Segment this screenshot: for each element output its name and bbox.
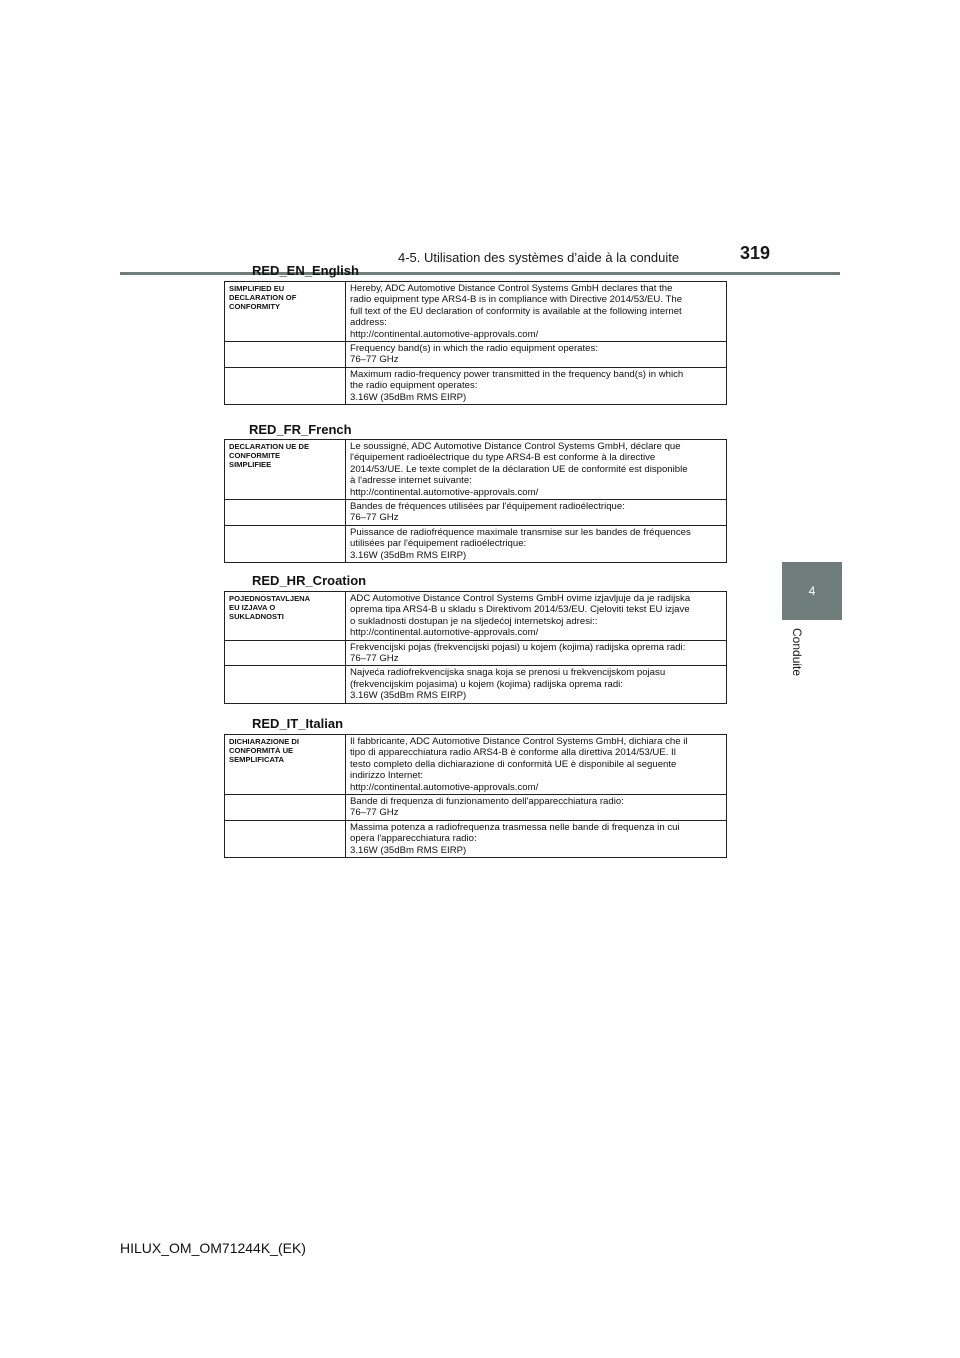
max-power-text: Najveća radiofrekvencijska snaga koja se prenosi u frekvencijskom pojasu (frekvencijskim pojasima) u kojem (kojima) radijska oprema radi: 3.16W (35dBm RMS EIRP) bbox=[346, 666, 727, 703]
declaration-label: POJEDNOSTAVLJENA EU IZJAVA O SUKLADNOSTI bbox=[225, 592, 346, 641]
chapter-label: Conduite bbox=[790, 628, 804, 677]
chapter-tab[interactable] bbox=[782, 562, 842, 620]
declaration-text: Le soussigné, ADC Automotive Distance Control Systems GmbH, déclare que l'équipement radioélectrique du type ARS4-B est conforme à la directive 2014/53/UE. Le texte complet de la déclaration UE de conformité est disponible à l'adresse internet suivante: http://continental.automotive-approvals.com/ bbox=[346, 440, 727, 500]
declaration-text: Il fabbricante, ADC Automotive Distance Control Systems GmbH, dichiara che il tipo di apparecchiatura radio ARS4-B è conforme alla direttiva 2014/53/UE. Il testo completo della dichiarazione di conformità UE è disponibile al seguente indirizzo Internet: http://continental.automotive-approvals.com/ bbox=[346, 735, 727, 795]
page-number: 319 bbox=[740, 243, 771, 263]
table-row bbox=[225, 820, 727, 857]
declaration-label: DICHIARAZIONE DI CONFORMITÀ UE SEMPLIFICATA bbox=[225, 735, 346, 795]
declaration-text: ADC Automotive Distance Control Systems GmbH ovime izjavljuje da je radijska oprema tipa ARS4-B u skladu s Direktivom 2014/53/EU. Cjeloviti tekst EU izjave o sukladnosti dostupan je na sljedećoj internetskoj adresi:: http://continental.automotive-approvals.com/ bbox=[346, 592, 727, 641]
max-power-text: Maximum radio-frequency power transmitted in the frequency band(s) in which the radio equipment operates: 3.16W (35dBm RMS EIRP) bbox=[346, 367, 727, 404]
section-heading-en: RED_EN_English bbox=[252, 263, 359, 278]
table-row bbox=[225, 367, 727, 404]
declaration-table-fr bbox=[224, 439, 727, 563]
document-code: HILUX_OM_OM71244K_(EK) bbox=[120, 1240, 306, 1256]
table-row bbox=[225, 592, 727, 641]
max-power-text: Puissance de radiofréquence maximale transmise sur les bandes de fréquences utilisées par l'équipement radioélectrique: 3.16W (35dBm RMS EIRP) bbox=[346, 525, 727, 562]
declaration-table-it bbox=[224, 734, 727, 858]
table-row bbox=[225, 795, 727, 821]
table-row bbox=[225, 640, 727, 666]
section-heading-it: RED_IT_Italian bbox=[252, 716, 344, 731]
table-row bbox=[225, 525, 727, 562]
declaration-text: Hereby, ADC Automotive Distance Control Systems GmbH declares that the radio equipment type ARS4-B is in compliance with Directive 2014/53/EU. The full text of the EU declaration of conformity is available at the following internet address: http://continental.automotive-approvals.com/ bbox=[346, 282, 727, 342]
frequency-band-text: Frekvencijski pojas (frekvencijski pojasi) u kojem (kojima) radijska oprema radi: 76–77 GHz bbox=[346, 640, 727, 666]
header-divider bbox=[120, 272, 840, 275]
section-heading-fr: RED_FR_French bbox=[249, 422, 352, 437]
declaration-table-en bbox=[224, 281, 727, 405]
frequency-band-text: Frequency band(s) in which the radio equipment operates: 76–77 GHz bbox=[346, 342, 727, 368]
table-row bbox=[225, 282, 727, 342]
table-row bbox=[225, 500, 727, 526]
table-row bbox=[225, 735, 727, 795]
section-heading-hr: RED_HR_Croation bbox=[252, 573, 367, 588]
table-row bbox=[225, 666, 727, 703]
declaration-label: SIMPLIFIED EU DECLARATION OF CONFORMITY bbox=[225, 282, 346, 342]
chapter-number: 4 bbox=[808, 584, 816, 598]
section-title: 4-5. Utilisation des systèmes d’aide à la conduite bbox=[398, 250, 680, 265]
declaration-table-hr bbox=[224, 591, 727, 704]
table-row bbox=[225, 342, 727, 368]
max-power-text: Massima potenza a radiofrequenza trasmessa nelle bande di frequenza in cui opera l'apparecchiatura radio: 3.16W (35dBm RMS EIRP) bbox=[346, 820, 727, 857]
table-row bbox=[225, 440, 727, 500]
frequency-band-text: Bandes de fréquences utilisées par l'équipement radioélectrique: 76–77 GHz bbox=[346, 500, 727, 526]
frequency-band-text: Bande di frequenza di funzionamento dell'apparecchiatura radio: 76–77 GHz bbox=[346, 795, 727, 821]
declaration-label: DECLARATION UE DE CONFORMITE SIMPLIFIEE bbox=[225, 440, 346, 500]
